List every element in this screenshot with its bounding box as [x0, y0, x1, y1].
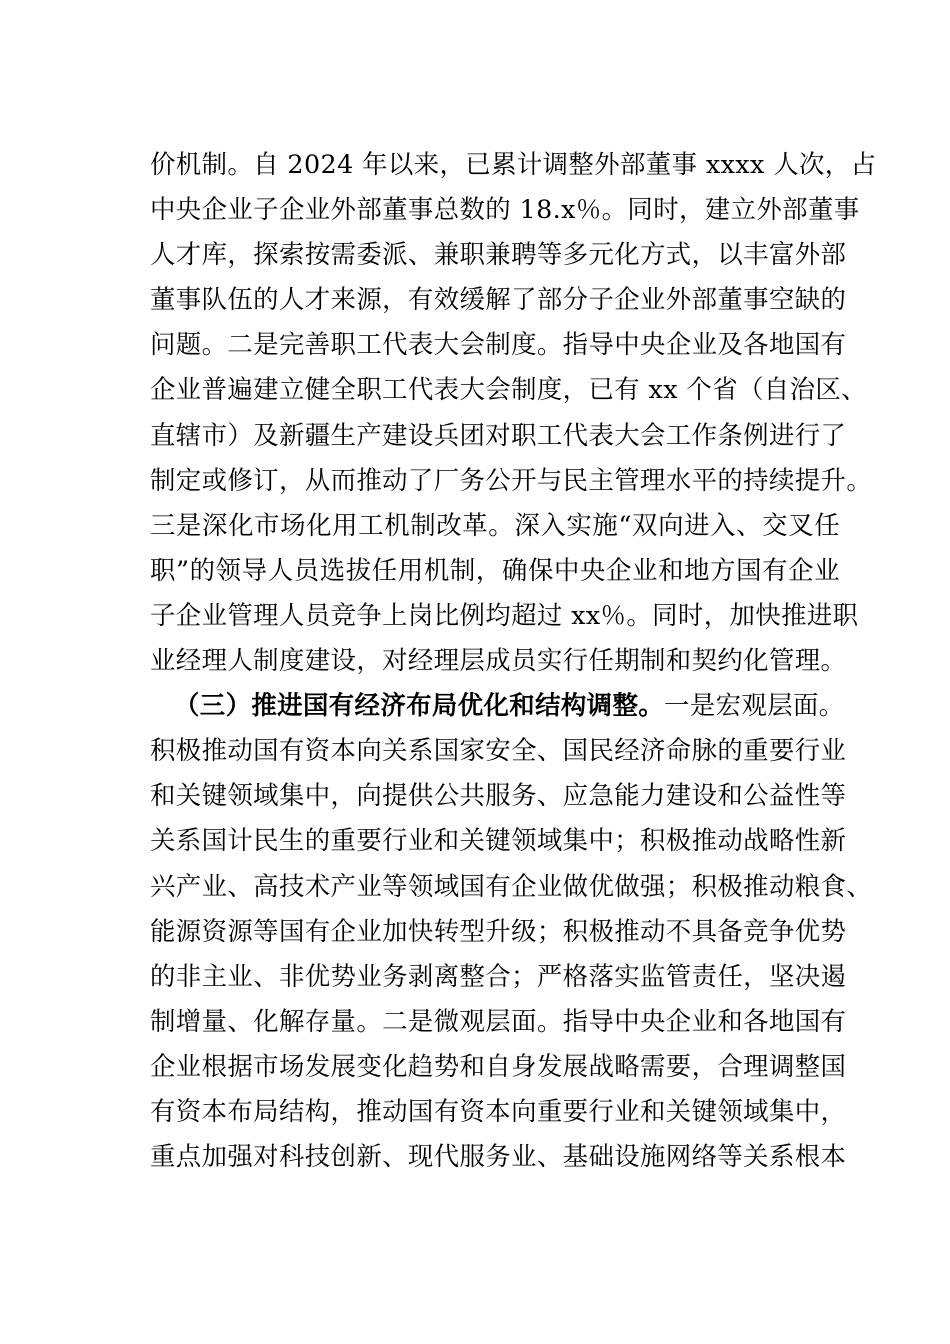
- paragraph-line: 价机制。自 2024 年以来，已累计调整外部董事 xxxx 人次，占: [150, 149, 877, 179]
- heading-line-rest: 一是宏观层面。: [664, 690, 845, 721]
- paragraph-line: 中央企业子企业外部董事总数的 18.x％。同时，建立外部董事: [150, 194, 860, 225]
- paragraph-line: 企业根据市场发展变化趋势和自身发展战略需要，合理调整国: [150, 1050, 847, 1081]
- paragraph-line: 积极推动国有资本向关系国家安全、国民经济命脉的重要行业: [150, 735, 847, 766]
- paragraph-line: 企业普遍建立健全职工代表大会制度，已有 xx 个省（自治区、: [150, 374, 867, 405]
- section-heading-line: [150, 683, 845, 728]
- paragraph-line: 三是深化市场化用工机制改革。深入实施“双向进入、交叉任: [150, 509, 840, 540]
- paragraph-line: 董事队伍的人才来源，有效缓解了部分子企业外部董事空缺的: [150, 284, 847, 315]
- paragraph-line: 的非主业、非优势业务剥离整合；严格落实监管责任，坚决遏: [150, 960, 847, 991]
- paragraph-line: 业经理人制度建设，对经理层成员实行任期制和契约化管理。: [150, 645, 847, 676]
- paragraph-line: 直辖市）及新疆生产建设兵团对职工代表大会工作条例进行了: [150, 419, 847, 450]
- paragraph-line: 有资本布局结构，推动国有资本向重要行业和关键领域集中，: [150, 1095, 847, 1126]
- section-heading: （三）推进国有经济布局优化和结构调整。: [174, 690, 665, 721]
- paragraph-line: 子企业管理人员竞争上岗比例均超过 xx％。同时，加快推进职: [150, 599, 859, 630]
- paragraph-line: 制增量、化解存量。二是微观层面。指导中央企业和各地国有: [150, 1005, 847, 1036]
- paragraph-line: 制定或修订，从而推动了厂务公开与民主管理水平的持续提升。: [150, 464, 873, 495]
- paragraph-line: 重点加强对科技创新、现代服务业、基础设施网络等关系根本: [150, 1141, 847, 1172]
- paragraph-line: 关系国计民生的重要行业和关键领域集中；积极推动战略性新: [150, 825, 847, 856]
- paragraph-line: 职”的领导人员选拔任用机制，确保中央企业和地方国有企业: [150, 554, 840, 585]
- paragraph-line: 兴产业、高技术产业等领域国有企业做优做强；积极推动粮食、: [150, 870, 873, 901]
- paragraph-line: 人才库，探索按需委派、兼职兼聘等多元化方式，以丰富外部: [150, 239, 847, 270]
- body-text: [150, 142, 877, 1179]
- paragraph-line: 和关键领域集中，向提供公共服务、应急能力建设和公益性等: [150, 780, 847, 811]
- paragraph-line: 问题。二是完善职工代表大会制度。指导中央企业及各地国有: [150, 329, 847, 360]
- paragraph-line: 能源资源等国有企业加快转型升级；积极推动不具备竞争优势: [150, 915, 847, 946]
